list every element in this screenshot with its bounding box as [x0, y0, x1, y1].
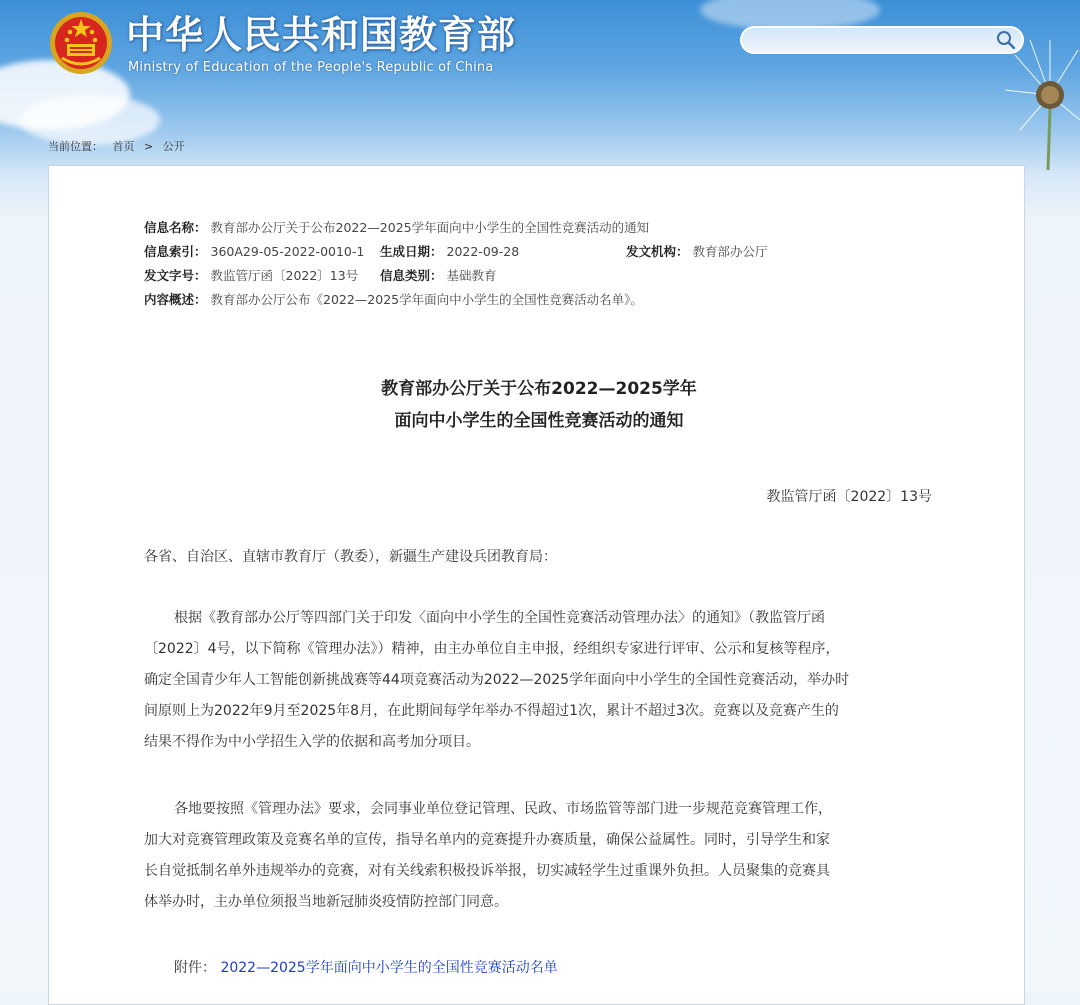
national-emblem-icon [48, 10, 114, 76]
breadcrumb-home-link[interactable]: 首页 [112, 140, 135, 153]
document-number: 教监管厅函〔2022〕13号 [766, 489, 932, 505]
meta-summary-label: 内容概述： [144, 292, 207, 307]
meta-row-name [144, 218, 649, 236]
paragraph-2-line: 长自觉抵制名单外违规举办的竞赛，对有关线索积极投诉举报，切实减轻学生过重课外负担。人员聚集的竞赛具 [144, 863, 830, 879]
dandelion-decoration-icon [990, 20, 1080, 170]
search-input[interactable] [740, 26, 1024, 54]
document-paragraph-2 [144, 794, 934, 918]
breadcrumb-prefix: 当前位置： [48, 140, 103, 153]
document-paragraph-1 [144, 603, 934, 758]
site-title[interactable]: 中华人民共和国教育部 [126, 13, 517, 57]
meta-row-docnum [144, 266, 358, 284]
meta-date-label: 生成日期： [380, 244, 443, 259]
site-subtitle: Ministry of Education of the People's Republic of China [128, 60, 494, 75]
breadcrumb-separator: > [144, 140, 154, 153]
meta-docnum-value: 教监管厅函〔2022〕13号 [210, 268, 359, 283]
meta-index-label: 信息索引： [144, 244, 207, 259]
paragraph-1-line: 间原则上为2022年9月至2025年8月，在此期间每学年举办不得超过1次，累计不超过3次。竞赛以及竞赛产生的 [144, 703, 839, 719]
paragraph-1-line: 结果不得作为中小学招生入学的依据和高考加分项目。 [144, 734, 480, 750]
meta-category-label: 信息类别： [380, 268, 443, 283]
meta-name-label: 信息名称： [144, 220, 207, 235]
attachment-label: 附件： [174, 960, 216, 976]
meta-row-summary [144, 290, 643, 308]
attachment-link[interactable]: 2022—2025学年面向中小学生的全国性竞赛活动名单 [220, 960, 558, 976]
document-title-line-1: 教育部办公厅关于公布2022—2025学年 [381, 379, 697, 399]
meta-summary-value: 教育部办公厅公布《2022—2025学年面向中小学生的全国性竞赛活动名单》。 [210, 292, 643, 307]
paragraph-1-line: 根据《教育部办公厅等四部门关于印发〈面向中小学生的全国性竞赛活动管理办法〉的通知》（教监管厅函 [174, 610, 825, 626]
meta-category [380, 266, 497, 284]
breadcrumb [48, 138, 185, 154]
paragraph-2-line: 加大对竞赛管理政策及竞赛名单的宣传，指导名单内的竞赛提升办赛质量，确保公益属性。同时，引导学生和家 [144, 832, 830, 848]
meta-category-value: 基础教育 [446, 268, 497, 283]
meta-row-index [144, 242, 364, 260]
meta-date-value: 2022-09-28 [446, 244, 520, 259]
document-salutation [144, 542, 934, 573]
meta-org-value: 教育部办公厅 [692, 244, 768, 259]
meta-docnum-label: 发文字号： [144, 268, 207, 283]
paragraph-2-line: 各地要按照《管理办法》要求，会同事业单位登记管理、民政、市场监管等部门进一步规范竞赛管理工作， [174, 801, 832, 817]
salutation-line: 各省、自治区、直辖市教育厅（教委），新疆生产建设兵团教育局： [144, 549, 557, 565]
document-title-line-2: 面向中小学生的全国性竞赛活动的通知 [394, 411, 684, 431]
attachment [174, 957, 558, 977]
meta-index-value: 360A29-05-2022-0010-1 [210, 244, 365, 259]
paragraph-2-line: 体举办时，主办单位须报当地新冠肺炎疫情防控部门同意。 [144, 894, 508, 910]
meta-date [380, 242, 519, 260]
meta-name-value: 教育部办公厅关于公布2022—2025学年面向中小学生的全国性竞赛活动的通知 [210, 220, 650, 235]
breadcrumb-current-link[interactable]: 公开 [162, 140, 185, 153]
paragraph-1-line: 〔2022〕4号，以下简称《管理办法》）精神，由主办单位自主申报，经组织专家进行评审、公示和复核等程序， [144, 641, 840, 657]
paragraph-1-line: 确定全国青少年人工智能创新挑战赛等44项竞赛活动为2022—2025学年面向中小学生的全国性竞赛活动，举办时 [144, 672, 850, 688]
meta-org-label: 发文机构： [626, 244, 689, 259]
meta-org [626, 242, 768, 260]
